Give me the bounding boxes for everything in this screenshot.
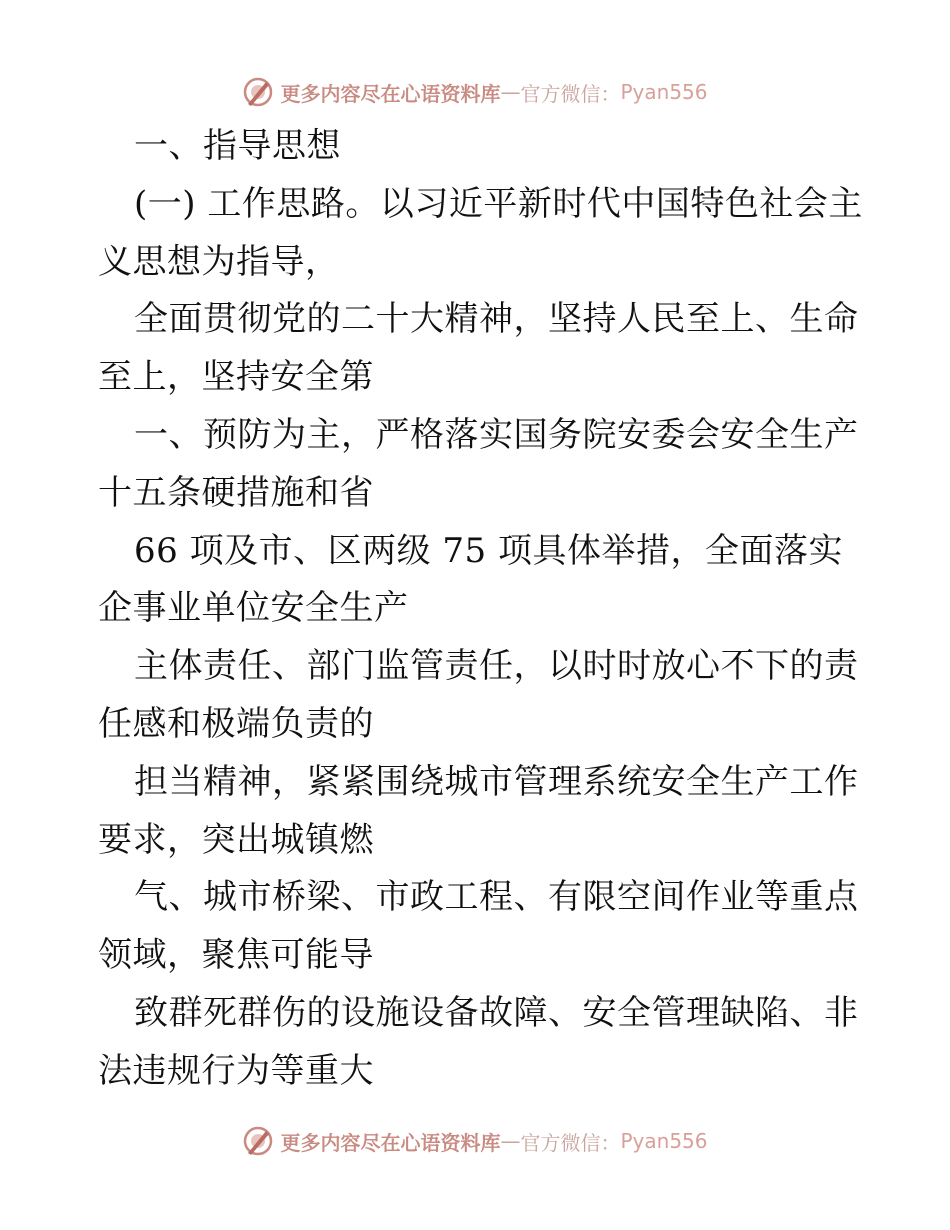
text-line: 义思想为指导， — [98, 241, 340, 282]
watermark-brand: 更多内容尽在心语资料库 — [280, 81, 501, 106]
watermark-dash: — — [500, 80, 521, 104]
watermark-brand: 更多内容尽在心语资料库 — [280, 1130, 501, 1155]
text-line: 全面贯彻党的二十大精神，坚持人民至上、生命 — [134, 299, 859, 340]
watermark-dash: — — [500, 1129, 521, 1153]
text-line: 气、城市桥梁、市政工程、有限空间作业等重点 — [134, 877, 859, 918]
text-line: 十五条硬措施和省 — [98, 472, 374, 513]
text-line: (一) 工作思路。以习近平新时代中国特色社会主 — [134, 183, 863, 224]
section-heading: 一、指导思想 — [134, 126, 341, 166]
text-line: 致群死群伤的设施设备故障、安全管理缺陷、非 — [134, 992, 859, 1033]
footer-watermark — [0, 1121, 950, 1161]
text-line: 领域，聚焦可能导 — [98, 935, 374, 976]
text-line: 至上，坚持安全第 — [98, 357, 374, 398]
text-line: 一、预防为主，严格落实国务院安委会安全生产 — [134, 414, 859, 455]
watermark-contact-label: 官方微信： — [520, 1130, 621, 1155]
pen-seal-icon — [242, 1125, 274, 1157]
text-line: 主体责任、部门监管责任，以时时放心不下的责 — [134, 646, 859, 687]
watermark-contact-label: 官方微信： — [520, 81, 621, 106]
text-line: 法违规行为等重大 — [98, 1050, 374, 1091]
header-watermark — [0, 72, 950, 112]
text-line: 66 项及市、区两级 75 项具体举措，全面落实 — [134, 530, 843, 571]
watermark-wechat-id: Pyan556 — [620, 80, 708, 104]
pen-seal-icon — [242, 76, 274, 108]
text-line: 任感和极端负责的 — [98, 703, 374, 744]
watermark-wechat-id: Pyan556 — [620, 1129, 708, 1153]
text-line: 企事业单位安全生产 — [98, 588, 409, 629]
text-line: 担当精神，紧紧围绕城市管理系统安全生产工作 — [134, 761, 859, 802]
text-line: 要求，突出城镇燃 — [98, 819, 374, 860]
document-body — [98, 118, 863, 1101]
